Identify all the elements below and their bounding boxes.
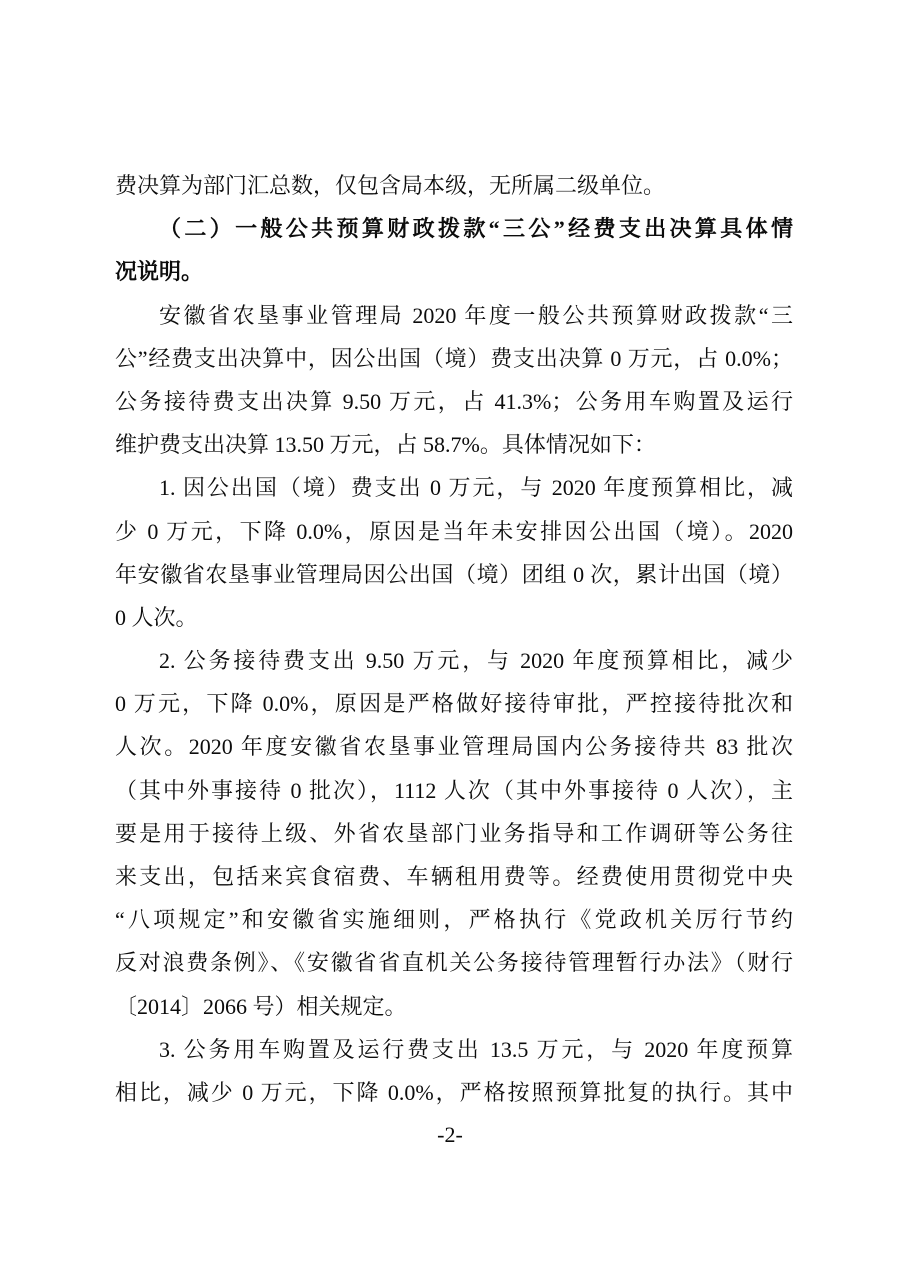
paragraph-continuation — [115, 164, 793, 207]
text-line: 相比，减少 0 万元，下降 0.0%，严格按照预算批复的执行。其中 — [115, 1079, 793, 1105]
text-line: 人次。2020 年度安徽省农垦事业管理局国内公务接待共 83 批次 — [115, 734, 793, 760]
text-line: 来支出，包括来宾食宿费、车辆租用费等。经费使用贯彻党中央 — [115, 864, 793, 889]
document-body — [115, 164, 793, 1114]
text-line: 要是用于接待上级、外省农垦部门业务指导和工作调研等公务往 — [115, 820, 793, 846]
text-line: 公务接待费支出决算 9.50 万元，占 41.3%；公务用车购置及运行 — [115, 388, 793, 414]
text-line: 0 人次。 — [115, 604, 198, 630]
text-line: （其中外事接待 0 批次），1112 人次（其中外事接待 0 人次），主 — [115, 777, 793, 803]
paragraph-overview — [115, 294, 793, 467]
paragraph-item-3 — [115, 1028, 793, 1114]
text-line: 3. 公务用车购置及运行费支出 13.5 万元，与 2020 年度预算 — [159, 1036, 793, 1062]
paragraph-item-2 — [115, 639, 793, 1028]
text-line: 公”经费支出决算中，因公出国（境）费支出决算 0 万元，占 0.0%； — [115, 345, 793, 371]
text-line: 0 万元，下降 0.0%，原因是严格做好接待审批，严控接待批次和 — [115, 691, 793, 717]
text-line: 1. 因公出国（境）费支出 0 万元，与 2020 年度预算相比，减 — [159, 475, 793, 501]
page-number: -2- — [437, 1122, 463, 1147]
text-line: 2. 公务接待费支出 9.50 万元，与 2020 年度预算相比，减少 — [159, 648, 793, 674]
text-line: 况说明。 — [115, 259, 204, 285]
text-line: 维护费支出决算 13.50 万元，占 58.7%。具体情况如下： — [115, 432, 656, 458]
text-line: 少 0 万元，下降 0.0%，原因是当年未安排因公出国（境）。2020 — [115, 518, 793, 544]
text-line: 年安徽省农垦事业管理局因公出国（境）团组 0 次，累计出国（境） — [115, 561, 793, 587]
text-line: “八项规定”和安徽省实施细则，严格执行《党政机关厉行节约 — [115, 907, 793, 933]
text-line: 反对浪费条例》、《安徽省省直机关公务接待管理暂行办法》（财行 — [115, 950, 793, 976]
text-line: 〔2014〕2066 号）相关规定。 — [115, 993, 407, 1019]
section-heading — [115, 207, 793, 293]
text-line: 安徽省农垦事业管理局 2020 年度一般公共预算财政拨款“三 — [159, 302, 793, 328]
text-line: 费决算为部门汇总数，仅包含局本级，无所属二级单位。 — [115, 173, 666, 198]
text-line: （二）一般公共预算财政拨款“三公”经费支出决算具体情 — [159, 216, 793, 242]
paragraph-item-1 — [115, 466, 793, 639]
